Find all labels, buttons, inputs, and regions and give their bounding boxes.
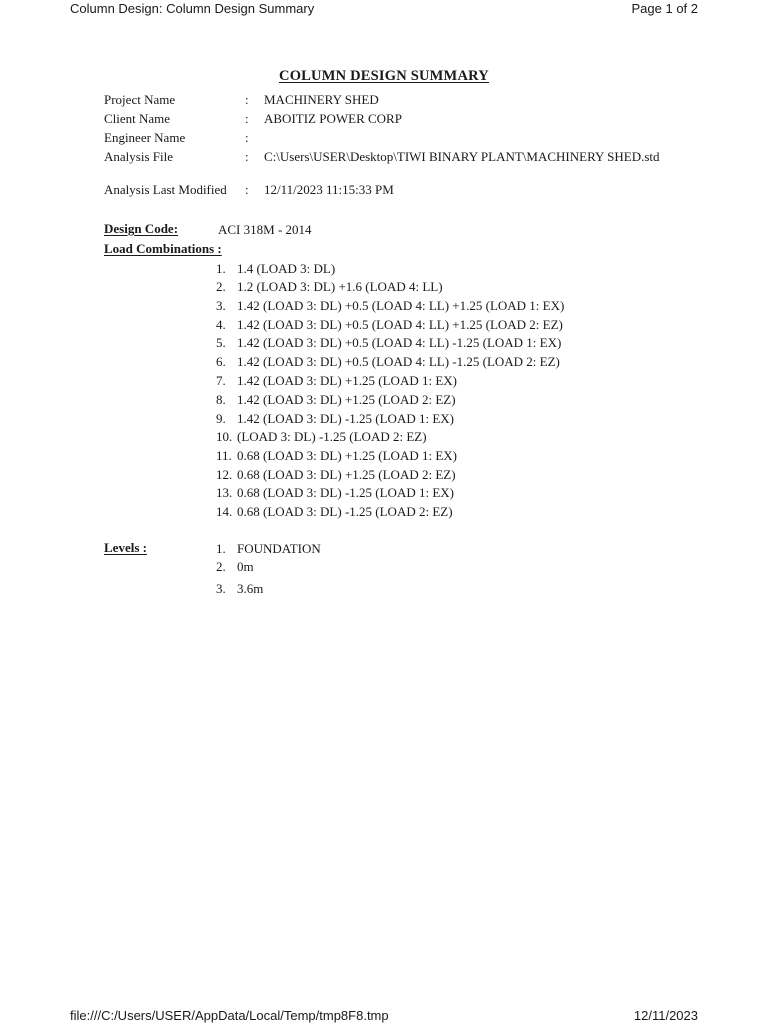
item-number: 5. bbox=[216, 335, 226, 350]
item-text: 1.2 (LOAD 3: DL) +1.6 (LOAD 4: LL) bbox=[237, 279, 443, 294]
item-text: 3.6m bbox=[237, 581, 264, 596]
item-text: (LOAD 3: DL) -1.25 (LOAD 2: EZ) bbox=[237, 429, 427, 444]
load-combination-item bbox=[216, 354, 560, 369]
item-text: 1.42 (LOAD 3: DL) +1.25 (LOAD 2: EZ) bbox=[237, 392, 456, 407]
info-label: Client Name bbox=[104, 111, 171, 126]
design-code-label: Design Code: bbox=[104, 221, 179, 236]
item-number: 2. bbox=[216, 279, 226, 294]
print-footer-date: 12/11/2023 bbox=[633, 1008, 698, 1023]
item-number: 4. bbox=[216, 317, 226, 332]
load-combination-item bbox=[216, 504, 453, 519]
load-combination-item bbox=[216, 485, 454, 500]
item-text: 1.42 (LOAD 3: DL) +0.5 (LOAD 4: LL) -1.25 (LOAD 2: EZ) bbox=[237, 354, 560, 369]
item-text: 1.42 (LOAD 3: DL) +0.5 (LOAD 4: LL) +1.25 (LOAD 2: EZ) bbox=[237, 317, 563, 332]
info-colon: : bbox=[245, 130, 249, 145]
print-footer bbox=[0, 1008, 768, 1024]
item-number: 9. bbox=[216, 411, 226, 426]
info-label: Engineer Name bbox=[104, 130, 186, 145]
info-colon: : bbox=[245, 149, 249, 164]
level-item bbox=[216, 541, 321, 556]
info-value: 12/11/2023 11:15:33 PM bbox=[264, 182, 394, 197]
item-text: 1.42 (LOAD 3: DL) -1.25 (LOAD 1: EX) bbox=[237, 411, 454, 426]
level-item bbox=[216, 559, 254, 574]
info-colon: : bbox=[245, 92, 249, 107]
load-combination-item bbox=[216, 392, 456, 407]
item-number: 13. bbox=[216, 485, 233, 500]
level-item bbox=[216, 581, 263, 596]
item-number: 1. bbox=[216, 261, 226, 276]
item-number: 11. bbox=[216, 448, 232, 463]
load-combination-item bbox=[216, 261, 335, 276]
item-text: 1.42 (LOAD 3: DL) +1.25 (LOAD 1: EX) bbox=[237, 373, 457, 388]
item-number: 2. bbox=[216, 559, 226, 574]
load-combination-item bbox=[216, 373, 457, 388]
load-combinations-label: Load Combinations : bbox=[104, 241, 222, 256]
levels-label: Levels : bbox=[104, 540, 147, 555]
item-text: 0.68 (LOAD 3: DL) -1.25 (LOAD 1: EX) bbox=[237, 485, 454, 500]
item-number: 1. bbox=[216, 541, 226, 556]
info-value: MACHINERY SHED bbox=[264, 92, 379, 107]
item-number: 7. bbox=[216, 373, 226, 388]
load-combination-item bbox=[216, 429, 427, 444]
load-combination-item bbox=[216, 298, 564, 313]
item-text: 0.68 (LOAD 3: DL) +1.25 (LOAD 2: EZ) bbox=[237, 467, 456, 482]
item-number: 14. bbox=[216, 504, 233, 519]
info-colon: : bbox=[245, 182, 249, 197]
info-label: Analysis File bbox=[104, 149, 173, 164]
item-text: 1.42 (LOAD 3: DL) +0.5 (LOAD 4: LL) -1.25 (LOAD 1: EX) bbox=[237, 335, 562, 350]
load-combination-item bbox=[216, 279, 443, 294]
info-label: Project Name bbox=[104, 92, 176, 107]
item-number: 6. bbox=[216, 354, 226, 369]
print-header-title: Column Design: Column Design Summary bbox=[70, 1, 315, 16]
load-combination-item bbox=[216, 317, 563, 332]
item-number: 8. bbox=[216, 392, 226, 407]
item-number: 12. bbox=[216, 467, 233, 482]
item-number: 3. bbox=[216, 298, 226, 313]
info-value: C:\Users\USER\Desktop\TIWI BINARY PLANT\MACHINERY SHED.std bbox=[264, 149, 660, 164]
item-text: 1.4 (LOAD 3: DL) bbox=[237, 261, 336, 276]
info-value: ABOITIZ POWER CORP bbox=[264, 111, 402, 126]
item-text: FOUNDATION bbox=[237, 541, 321, 556]
design-code-value: ACI 318M - 2014 bbox=[218, 222, 312, 237]
item-text: 0.68 (LOAD 3: DL) +1.25 (LOAD 1: EX) bbox=[237, 448, 457, 463]
item-text: 0m bbox=[237, 559, 254, 574]
print-footer-path: file:///C:/Users/USER/AppData/Local/Temp/tmp8F8.tmp bbox=[70, 1008, 389, 1023]
page-indicator: Page 1 of 2 bbox=[631, 1, 698, 16]
info-label: Analysis Last Modified bbox=[104, 182, 227, 197]
report-title: COLUMN DESIGN SUMMARY bbox=[279, 68, 489, 84]
load-combination-item bbox=[216, 411, 454, 426]
item-text: 1.42 (LOAD 3: DL) +0.5 (LOAD 4: LL) +1.25 (LOAD 1: EX) bbox=[237, 298, 565, 313]
item-number: 3. bbox=[216, 581, 226, 596]
info-colon: : bbox=[245, 111, 249, 126]
item-number: 10. bbox=[216, 429, 233, 444]
load-combination-item bbox=[216, 448, 457, 463]
load-combination-item bbox=[216, 467, 456, 482]
load-combination-item bbox=[216, 335, 561, 350]
item-text: 0.68 (LOAD 3: DL) -1.25 (LOAD 2: EZ) bbox=[237, 504, 453, 519]
